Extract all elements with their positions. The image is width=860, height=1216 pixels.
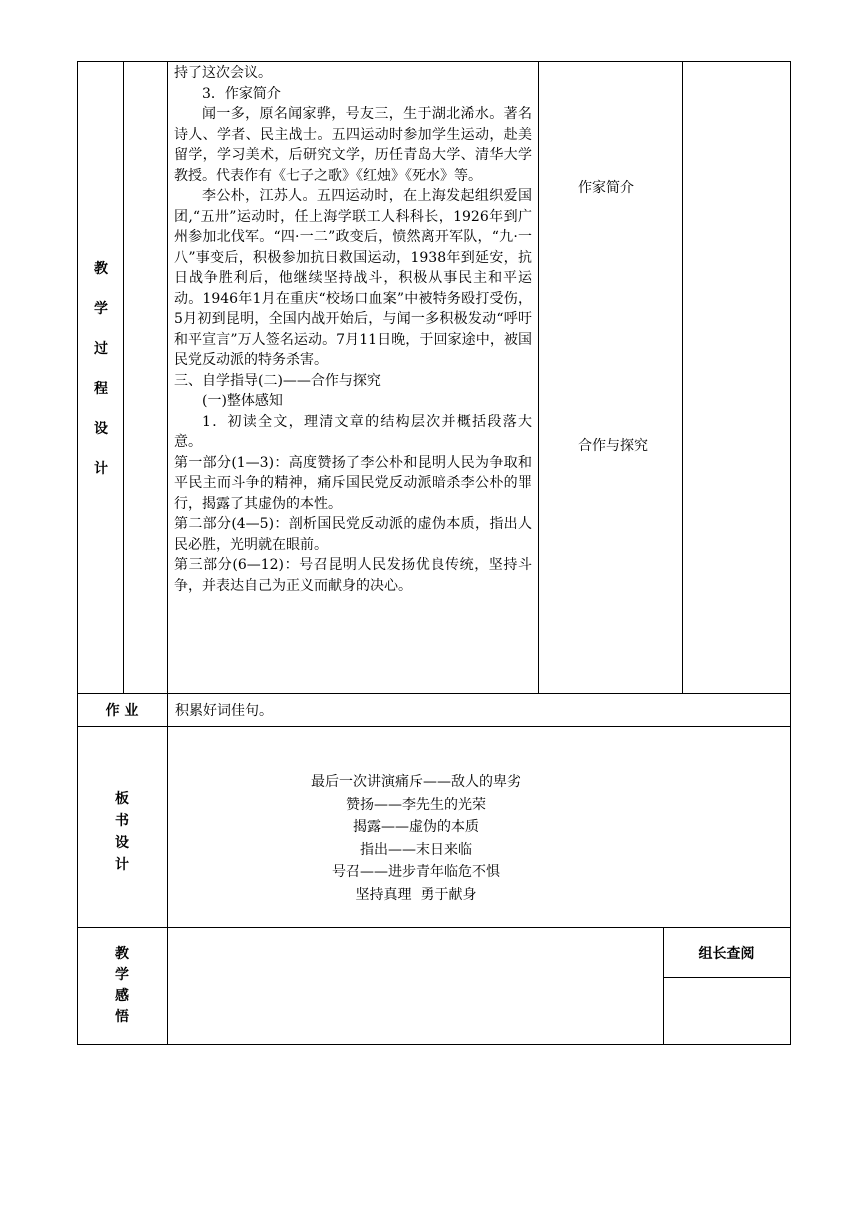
review-label: 组长查阅 [698,945,755,962]
reflection-label-char: 感 [115,988,129,1004]
process-label-char: 学 [94,301,108,317]
homework-label: 作 业 [105,702,139,719]
content-subheading: (一)整体感知 [202,393,283,409]
board-label-char: 设 [115,835,129,851]
process-content [174,63,532,596]
board-label-char: 书 [115,813,129,829]
reflection-label [107,943,137,1027]
table-border-bottom [77,1044,791,1045]
process-label-char: 设 [94,421,108,437]
content-part-1: 第一部分(1—3)：高度赞扬了李公朴和昆明人民为争取和平民主而斗争的精神，痛斥国民党反动派暗杀李公朴的罪行，揭露了其虚伪的本性。 [174,454,532,512]
board-line: 最后一次讲演痛斥——敌人的卑劣 [311,774,521,790]
process-subcolumn-divider [123,61,124,693]
side-note-author: 作家简介 [578,180,634,196]
process-label-char: 计 [94,461,108,477]
homework-content: 积累好词佳句。 [175,702,273,719]
board-line: 坚持真理 勇于献身 [355,886,477,903]
review-signature-area[interactable] [664,978,790,1044]
reflection-label-char: 学 [115,967,129,983]
board-line: 赞扬——李先生的光荣 [346,796,486,813]
process-label [86,258,116,498]
content-task: 1．初读全文，理清文章的结构层次并概括段落大意。 [174,413,532,450]
side-note-cooperation: 合作与探究 [578,438,648,454]
process-label-char: 程 [94,381,108,397]
table-border-top [77,61,791,62]
row-divider-board [77,726,791,727]
content-column-divider [538,61,539,693]
board-line: 揭露——虚伪的本质 [353,819,479,835]
content-heading-section3: 三、自学指导(二)——合作与探究 [174,372,381,389]
content-heading-author: 3．作家简介 [202,85,281,102]
reflection-label-char: 悟 [115,1009,129,1025]
board-line: 指出——末日来临 [360,841,472,858]
content-paragraph-li-gongpu: 李公朴，江苏人。五四运动时，在上海发起组织爱国团,“五卅”运动时，任上海学联工人科科长，1926年到广州参加北伐军。“四·一二”政变后，愤然离开军队，“九·一八”事变后，积极参加抗日救国运动，1938年到延安，抗日战争胜利后，他继续坚持战斗，积极从事民主和平运动。1946年1月在重庆“校场口血案”中被特务殴打受伤，5月初到昆明，全国内战开始后，与闻一多积极发动“呼吁和平宣言”万人签名运动。7月11日晚，于回家途中，被国民党反动派的特务杀害。 [174,188,532,368]
content-part-3: 第三部分(6—12)：号召昆明人民发扬优良传统，坚持斗争，并表达自己为正义而献身的决心。 [174,557,532,594]
table-border-left [77,61,78,1044]
process-label-char: 教 [94,261,108,277]
reflection-label-char: 教 [115,946,129,962]
board-line: 号召——进步青年临危不惧 [332,864,500,880]
board-label [107,788,137,876]
board-label-char: 计 [115,857,129,873]
notes-column-divider [682,61,683,693]
board-label-char: 板 [115,791,129,807]
content-part-2: 第二部分(4—5)：剖析国民党反动派的虚伪本质，指出人民必胜，光明就在眼前。 [174,516,532,553]
reflection-content-area[interactable] [168,928,663,1044]
table-border-right [790,61,791,1044]
process-label-char: 过 [94,341,108,357]
board-content [168,771,664,906]
content-paragraph-wen-yiduo: 闻一多，原名闻家骅，号友三，生于湖北浠水。著名诗人、学者、民主战士。五四运动时参加学生运动，赴美留学，学习美术，后研究文学，历任青岛大学、清华大学教授。代表作有《七子之歌》《红烛》《死水》等。 [174,106,532,184]
content-paragraph: 持了这次会议。 [174,65,272,81]
